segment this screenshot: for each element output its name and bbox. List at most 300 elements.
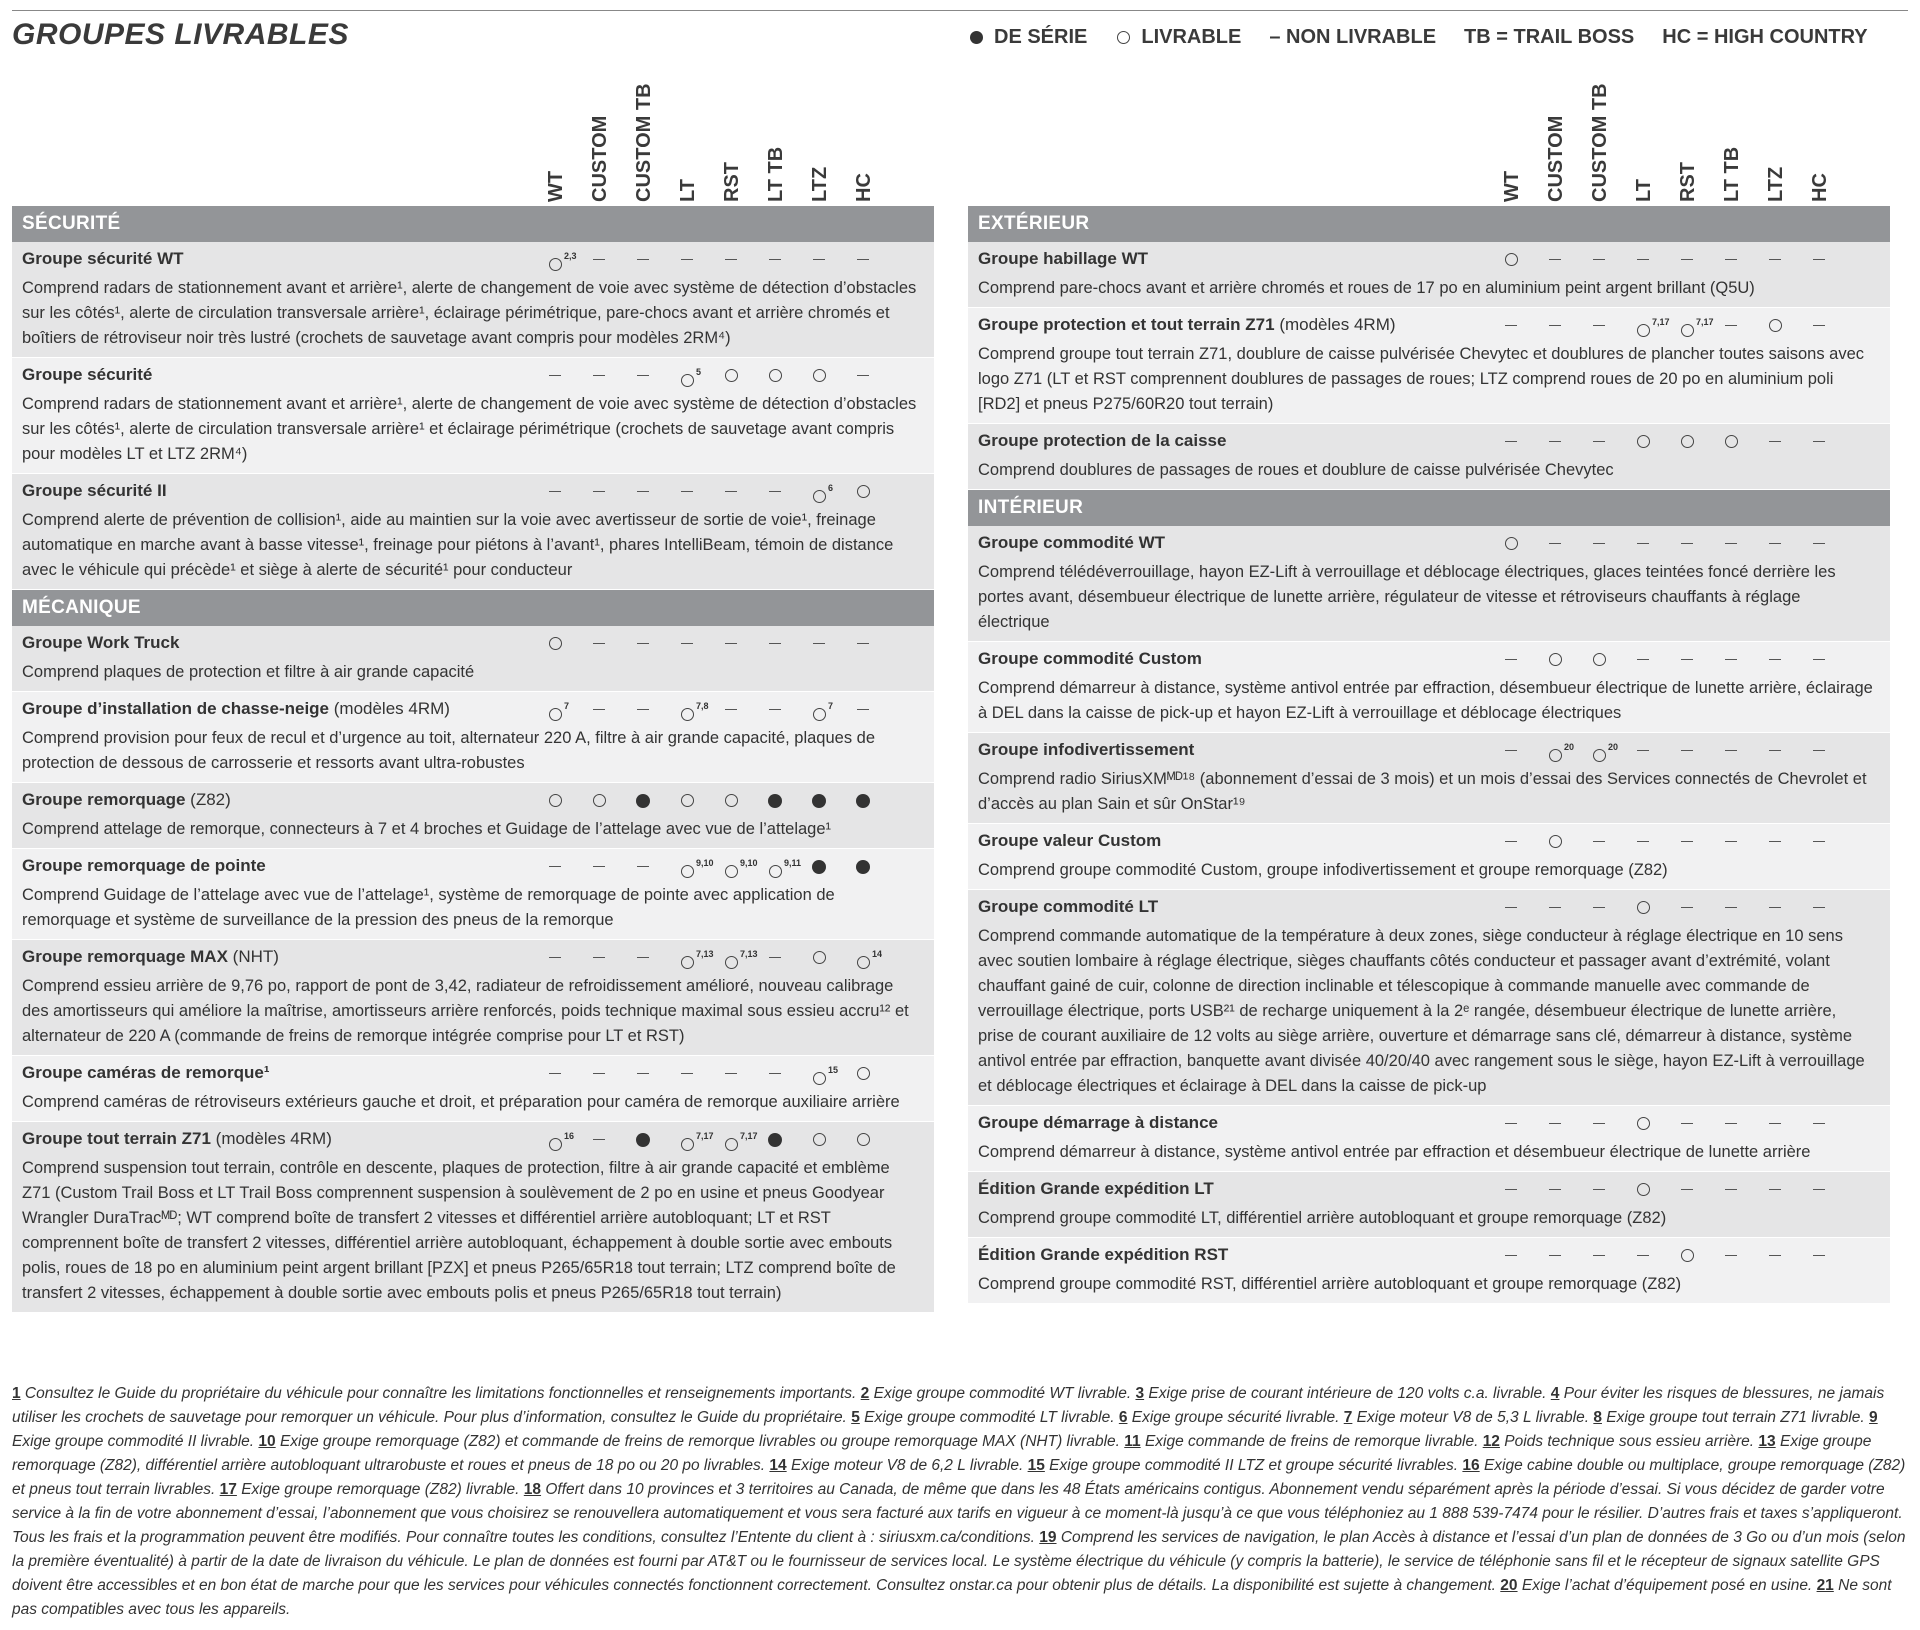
availability-cell (1546, 824, 1586, 858)
package-name: Groupe protection de la caisse (978, 431, 1227, 450)
package-name: Groupe remorquage (22, 790, 186, 809)
footnote (1124, 1433, 1482, 1450)
available-circle-icon (766, 854, 784, 888)
not-available-dash-icon (1810, 824, 1828, 858)
availability-cell (1590, 642, 1630, 676)
availability-cell (546, 849, 586, 883)
available-circle-icon (1546, 738, 1564, 772)
filled-dot-icon (968, 26, 984, 49)
available-circle-icon (810, 1061, 828, 1095)
column-header-label: LT (677, 179, 699, 202)
package-title (968, 308, 1890, 342)
availability-cell (1546, 890, 1586, 924)
not-available-dash-icon (1810, 1106, 1828, 1140)
not-available-dash-icon (1634, 642, 1652, 676)
package-title (12, 1122, 934, 1156)
not-available-dash-icon (634, 474, 652, 508)
column-header (633, 83, 658, 202)
availability-cell (722, 940, 762, 974)
footnote-number: 20 (1500, 1577, 1518, 1594)
legend-item (968, 26, 1087, 48)
availability-cell (766, 692, 806, 726)
availability-cell (1546, 526, 1586, 560)
footnote-ref: 7,17 (740, 1131, 758, 1141)
availability-cell (854, 940, 894, 974)
package-description: Comprend suspension tout terrain, contrôle en descente, plaques de protection, filtre à air grande capacité et emblème Z71 (Custom Trail Boss et LT Trail Boss comprennent suspension à soulèvement de 2 po en usine et pneus Goodyear Wrangler DuraTracᴹᴰ; WT comprend boîte de transfert 2 vitesses et différentiel arrière autobloquant; LT et RST comprennent boîte de transfert 2 vitesses, différentiel arrière autobloquant, échappement à double sortie avec embouts polis, roues de 18 po en aluminium peint argent brillant [PZX] et pneus P265/65R18 tout terrain; LTZ comprend boîte de transfert 2 vitesses, échappement à double sortie avec embouts polis et pneus P265/65R18 tout terrain) (22, 1159, 896, 1302)
availability-cell (722, 1122, 762, 1156)
available-circle-icon (854, 1122, 872, 1156)
legend-label: – NON LIVRABLE (1269, 26, 1437, 48)
package-title (12, 783, 934, 817)
legend-label: HC = HIGH COUNTRY (1662, 26, 1868, 48)
column-header-label: LTZ (1765, 166, 1787, 202)
package-name: Groupe démarrage à distance (978, 1113, 1218, 1132)
not-available-dash-icon (546, 940, 564, 974)
availability-cell (546, 783, 586, 817)
not-available-dash-icon (590, 626, 608, 660)
footnote-number: 13 (1758, 1433, 1776, 1450)
footnote-number: 17 (219, 1481, 237, 1498)
package-name: Groupe tout terrain Z71 (22, 1129, 211, 1148)
availability-cell (590, 242, 630, 276)
footnote-text: Exige commande de freins de remorque livrable. (1140, 1433, 1483, 1450)
package-description: Comprend pare-chocs avant et arrière chromés et roues de 17 po en aluminium peint argent brillant (Q5U) (978, 279, 1755, 297)
available-circle-icon (1722, 424, 1740, 458)
standard-dot-icon (854, 783, 872, 817)
not-available-dash-icon (590, 358, 608, 392)
footnote (1135, 1385, 1550, 1402)
footnote-text: Pour éviter les risques de blessures, ne jamais utiliser les crochets de sauvetage pour remorquer un véhicule. Pour plus d’information, consultez le Guide du propriétaire. (12, 1385, 1885, 1426)
column-header (546, 90, 570, 202)
not-available-dash-icon (810, 242, 828, 276)
column-header (1810, 90, 1834, 202)
availability-cell (590, 474, 630, 508)
availability-cell (678, 849, 718, 883)
not-available-dash-icon (1766, 242, 1784, 276)
package-row (12, 1056, 934, 1122)
availability-cell (1590, 308, 1630, 342)
not-available-dash-icon (1810, 733, 1828, 767)
available-circle-icon (810, 940, 828, 974)
availability-cell (634, 1056, 674, 1090)
package-description: Comprend groupe commodité Custom, groupe infodivertissement et groupe remorquage (Z82) (978, 861, 1668, 879)
not-available-dash-icon (678, 626, 696, 660)
not-available-dash-icon (722, 626, 740, 660)
not-available-dash-icon (722, 242, 740, 276)
column-header (810, 90, 834, 202)
availability-cell (1634, 642, 1674, 676)
package-name: Groupe infodivertissement (978, 740, 1195, 759)
footnote-ref: 7 (828, 701, 834, 711)
package-row (968, 1106, 1890, 1172)
availability-cell (1810, 1172, 1850, 1206)
package-name: Groupe commodité WT (978, 533, 1165, 552)
availability-cell (854, 1056, 894, 1090)
availability-cell (546, 242, 586, 276)
availability-cell (1766, 642, 1806, 676)
availability-cell (1810, 308, 1850, 342)
footnote-number: 3 (1135, 1385, 1145, 1402)
availability-cell (1634, 1238, 1674, 1272)
footnote (1483, 1433, 1759, 1450)
package-description: Comprend groupe tout terrain Z71, doublure de caisse pulvérisée Chevytec et doublures de plancher toutes saisons avec logo Z71 (LT et RST comprennent doublures de passages de roues; LTZ comprend roues de 20 po en aluminium poli [RD2] et pneus P275/60R20 tout terrain) (978, 345, 1865, 413)
availability-cell (1810, 1238, 1850, 1272)
not-available-dash-icon (1766, 642, 1784, 676)
not-available-dash-icon (590, 940, 608, 974)
availability-cell (722, 783, 762, 817)
footnote (1593, 1409, 1869, 1426)
footnote-text: Comprend les services de navigation, le plan Accès à distance et l’essai d’un plan de données de 3 Go ou d’un mois (selon la première éventualité) à partir de la date de livraison du véhicule. Le plan de données est fourni par AT&T ou le fournisseur de services local. Le système électrique du véhicule (y compris la batterie), le service de téléphonie sans fil et le récepteur de signaux satellite GPS doivent être accessibles et en bon état de marche pour que les services pour véhicules connectés fonctionnent correctement. Consultez onstar.ca pour obtenir plus de détails. La disponibilité est sujette à changement. (12, 1529, 1906, 1594)
not-available-dash-icon (1678, 242, 1696, 276)
package-title (968, 242, 1890, 276)
package-row (12, 358, 934, 474)
not-available-dash-icon (1546, 424, 1564, 458)
package-note: (modèles 4RM) (215, 1129, 332, 1148)
availability-cell (1766, 890, 1806, 924)
not-available-dash-icon (1634, 1238, 1652, 1272)
availability-cell (766, 783, 806, 817)
package-title (12, 474, 934, 508)
package-description: Comprend télédéverrouillage, hayon EZ-Lift à verrouillage et déblocage électriques, glaces teintées foncé derrière les portes avant, désembueur électrique de lunette arrière, régulateur de vitesse et rétroviseurs chauffants à réglage électrique (978, 563, 1836, 631)
not-available-dash-icon (1590, 242, 1608, 276)
package-row (968, 733, 1890, 824)
availability-cell (1722, 526, 1762, 560)
not-available-dash-icon (678, 474, 696, 508)
column-header-label: LT TB (1721, 146, 1743, 202)
not-available-dash-icon (546, 474, 564, 508)
not-available-dash-icon (1634, 824, 1652, 858)
availability-cell (1590, 733, 1630, 767)
not-available-dash-icon (1590, 1238, 1608, 1272)
not-available-dash-icon (1810, 1238, 1828, 1272)
availability-cell (1810, 424, 1850, 458)
not-available-dash-icon (766, 242, 784, 276)
not-available-dash-icon (1678, 824, 1696, 858)
footnote-number: 2 (860, 1385, 870, 1402)
column-headers-left (12, 83, 934, 202)
column-header-label: HC (853, 173, 875, 202)
package-name: Groupe sécurité II (22, 481, 167, 500)
not-available-dash-icon (1502, 1106, 1520, 1140)
package-row (12, 626, 934, 692)
availability-cell (1810, 1106, 1850, 1140)
availability-cell (810, 1056, 850, 1090)
available-circle-icon (1634, 424, 1652, 458)
package-row (968, 526, 1890, 642)
availability-cell (1678, 1238, 1718, 1272)
availability-cell (546, 474, 586, 508)
section-header: EXTÉRIEUR (968, 206, 1890, 242)
not-available-dash-icon (1546, 1238, 1564, 1272)
not-available-dash-icon (678, 242, 696, 276)
package-description: Comprend plaques de protection et filtre à air grande capacité (22, 663, 475, 681)
available-circle-icon (546, 1127, 564, 1161)
footnote-ref: 14 (872, 949, 883, 959)
availability-cell (546, 626, 586, 660)
availability-cell (634, 940, 674, 974)
availability-cell (810, 783, 850, 817)
footnote (12, 1385, 861, 1402)
not-available-dash-icon (1678, 642, 1696, 676)
package-description: Comprend essieu arrière de 9,76 po, rapport de pont de 3,42, radiateur de refroidissement amélioré, nouveau calibrage des amortisseurs qui améliore la maîtrise, amortisseurs arrière renforcés, poids technique maximal sous essieu accru¹² et alternateur de 220 A (commande de freins de remorque intégrée comprise pour LT et RST) (22, 977, 909, 1045)
footnote-ref: 7 (564, 701, 570, 711)
availability-cell (1810, 733, 1850, 767)
footnote-ref: 7,17 (696, 1131, 714, 1141)
not-available-dash-icon (1546, 1106, 1564, 1140)
available-circle-icon (810, 1122, 828, 1156)
column-header-label: LT TB (765, 146, 787, 202)
available-circle-icon (810, 479, 828, 513)
availability-cell (1766, 242, 1806, 276)
availability-cell (810, 940, 850, 974)
footnote (861, 1385, 1136, 1402)
footnote-text: Exige moteur V8 de 6,2 L livrable. (786, 1457, 1028, 1474)
not-available-dash-icon (590, 1122, 608, 1156)
column-header-label: CUSTOM (1545, 115, 1567, 202)
available-circle-icon (546, 247, 564, 281)
package-description: Comprend Guidage de l’attelage avec vue de l’attelage¹, système de remorquage de pointe avec application de remorquage et système de surveillance de la pression des pneus de la remorque (22, 886, 835, 929)
availability-cell (722, 849, 762, 883)
not-available-dash-icon (810, 626, 828, 660)
availability-cell (766, 940, 806, 974)
column-header-label: CUSTOM (589, 115, 611, 202)
package-name: Groupe caméras de remorque¹ (22, 1063, 270, 1082)
availability-cell (1722, 308, 1762, 342)
not-available-dash-icon (1502, 1172, 1520, 1206)
not-available-dash-icon (1722, 1172, 1740, 1206)
not-available-dash-icon (1810, 642, 1828, 676)
column-header (1634, 90, 1658, 202)
available-circle-icon (678, 854, 696, 888)
availability-cell (1722, 1238, 1762, 1272)
footnote-number: 5 (851, 1409, 860, 1426)
availability-cell (1678, 642, 1718, 676)
availability-cell (1502, 308, 1542, 342)
package-row (12, 1122, 934, 1313)
footnote-ref: 9,10 (740, 858, 758, 868)
not-available-dash-icon (1766, 424, 1784, 458)
package-name: Groupe habillage WT (978, 249, 1149, 268)
availability-cell (1546, 424, 1586, 458)
not-available-dash-icon (1590, 824, 1608, 858)
footnote (1028, 1457, 1463, 1474)
footnote-ref: 16 (564, 1131, 575, 1141)
availability-cell (1634, 733, 1674, 767)
availability-cell (1502, 1238, 1542, 1272)
availability-cell (766, 1122, 806, 1156)
package-row (968, 424, 1890, 490)
availability-cell (1502, 1172, 1542, 1206)
package-description: Comprend radars de stationnement avant et arrière¹, alerte de changement de voie avec système de détection d’obstacles sur les côtés¹, alerte de circulation transversale arrière¹ et éclairage périmétrique (crochets de sauvetage avant compris pour modèles LT et LTZ 2RM⁴) (22, 395, 917, 463)
availability-cell (678, 783, 718, 817)
not-available-dash-icon (1502, 733, 1520, 767)
availability-cell (766, 849, 806, 883)
availability-cell (634, 692, 674, 726)
availability-cell (1766, 1172, 1806, 1206)
footnote-number: 21 (1816, 1577, 1834, 1594)
not-available-dash-icon (722, 474, 740, 508)
not-available-dash-icon (722, 1056, 740, 1090)
top-divider (12, 10, 1908, 11)
not-available-dash-icon (1722, 1238, 1740, 1272)
package-row (968, 308, 1890, 424)
package-description: Comprend démarreur à distance, système antivol entrée par effraction, désembueur électrique de lunette arrière, éclairage à DEL dans la caisse de pick-up et hayon EZ-Lift à verrouillage et déblocage électriques (978, 679, 1873, 722)
package-name: Édition Grande expédition RST (978, 1245, 1229, 1264)
available-circle-icon (854, 474, 872, 508)
not-available-dash-icon (1502, 642, 1520, 676)
available-circle-icon (722, 358, 740, 392)
footnote-number: 11 (1124, 1433, 1141, 1450)
availability-cell (1502, 424, 1542, 458)
sections-left (12, 206, 934, 1313)
available-circle-icon (854, 945, 872, 979)
section-header: INTÉRIEUR (968, 490, 1890, 526)
footnote-text: Exige groupe commodité II livrable. (12, 1433, 259, 1450)
footnote-ref: 9,11 (784, 858, 802, 868)
not-available-dash-icon (634, 692, 652, 726)
footnote-number: 6 (1118, 1409, 1128, 1426)
package-description: Comprend radio SiriusXMᴹᴰ¹⁸ (abonnement d’essai de 3 mois) et un mois d’essai des Services connectés de Chevrolet et d’accès au plan Sain et sûr OnStar¹⁹ (978, 770, 1867, 813)
column-header (1546, 90, 1570, 202)
availability-cell (678, 940, 718, 974)
availability-cell (1634, 1106, 1674, 1140)
not-available-dash-icon (1546, 526, 1564, 560)
footnote-ref: 7,13 (740, 949, 758, 959)
availability-cell (722, 474, 762, 508)
package-row (12, 692, 934, 783)
package-title (968, 424, 1890, 458)
available-circle-icon (1502, 526, 1520, 560)
not-available-dash-icon (1590, 424, 1608, 458)
column-header-label: RST (721, 162, 743, 202)
available-circle-icon (1634, 1172, 1652, 1206)
not-available-dash-icon (1590, 1172, 1608, 1206)
footnote (851, 1409, 1119, 1426)
availability-cell (590, 783, 630, 817)
availability-cell (722, 242, 762, 276)
availability-cell (1678, 824, 1718, 858)
availability-cell (1722, 1106, 1762, 1140)
package-row (968, 1172, 1890, 1238)
availability-cell (1766, 526, 1806, 560)
package-row (968, 242, 1890, 308)
not-available-dash-icon (634, 626, 652, 660)
footnote-number: 8 (1593, 1409, 1602, 1426)
not-available-dash-icon (1546, 890, 1564, 924)
package-row (968, 824, 1890, 890)
not-available-dash-icon (766, 626, 784, 660)
availability-cell (1590, 890, 1630, 924)
footnote (258, 1433, 1124, 1450)
availability-cell (678, 1122, 718, 1156)
availability-cell (766, 358, 806, 392)
available-circle-icon (1678, 313, 1696, 347)
availability-cell (1766, 733, 1806, 767)
package-name: Groupe commodité LT (978, 897, 1159, 916)
not-available-dash-icon (634, 358, 652, 392)
column-header-label: CUSTOM TB (633, 83, 655, 202)
footnote-number: 14 (769, 1457, 787, 1474)
not-available-dash-icon (634, 940, 652, 974)
availability-cell (854, 849, 894, 883)
section-header: SÉCURITÉ (12, 206, 934, 242)
package-title (12, 940, 934, 974)
footnote-text: Exige groupe sécurité livrable. (1127, 1409, 1344, 1426)
package-title (968, 890, 1890, 924)
package-row (12, 474, 934, 590)
availability-cell (1502, 242, 1542, 276)
not-available-dash-icon (1722, 824, 1740, 858)
availability-cell (1766, 308, 1806, 342)
package-row (12, 242, 934, 358)
legend-item (1115, 26, 1241, 48)
footnote-text: Exige moteur V8 de 5,3 L livrable. (1352, 1409, 1594, 1426)
not-available-dash-icon (1546, 242, 1564, 276)
availability-cell (1546, 242, 1586, 276)
not-available-dash-icon (1810, 242, 1828, 276)
not-available-dash-icon (1590, 526, 1608, 560)
available-circle-icon (678, 697, 696, 731)
availability-cell (1590, 824, 1630, 858)
availability-cell (1590, 526, 1630, 560)
availability-cell (1810, 824, 1850, 858)
not-available-dash-icon (1722, 890, 1740, 924)
available-circle-icon (854, 1056, 872, 1090)
package-row (12, 940, 934, 1056)
package-name: Groupe remorquage MAX (22, 947, 228, 966)
package-name: Groupe Work Truck (22, 633, 180, 652)
available-circle-icon (1590, 642, 1608, 676)
column-header (1502, 90, 1526, 202)
not-available-dash-icon (1634, 526, 1652, 560)
footnote-text: Ne sont pas compatibles avec tous les appareils. (12, 1577, 1892, 1618)
availability-cell (1590, 1172, 1630, 1206)
availability-cell (634, 242, 674, 276)
legend (968, 26, 1896, 49)
not-available-dash-icon (1766, 1106, 1784, 1140)
footnote-text: Exige groupe remorquage (Z82), différentiel arrière autobloquant ultrarobuste et roues et pneus de 18 po ou 20 po livrables. (12, 1433, 1872, 1474)
availability-cell (1502, 890, 1542, 924)
not-available-dash-icon (1766, 1238, 1784, 1272)
availability-cell (854, 1122, 894, 1156)
not-available-dash-icon (854, 242, 872, 276)
availability-cell (634, 626, 674, 660)
footnote-text: Poids technique sous essieu arrière. (1499, 1433, 1759, 1450)
column-header-label: RST (1677, 162, 1699, 202)
not-available-dash-icon (1634, 242, 1652, 276)
not-available-dash-icon (634, 1056, 652, 1090)
footnote-number: 9 (1869, 1409, 1878, 1426)
footnote-ref: 7,13 (696, 949, 714, 959)
package-title (12, 1056, 934, 1090)
footnote-text: Exige groupe tout terrain Z71 livrable. (1601, 1409, 1870, 1426)
availability-cell (722, 358, 762, 392)
footnote-number: 12 (1482, 1433, 1500, 1450)
not-available-dash-icon (1766, 526, 1784, 560)
available-circle-icon (810, 358, 828, 392)
column-header (1678, 90, 1702, 202)
not-available-dash-icon (722, 692, 740, 726)
not-available-dash-icon (1810, 526, 1828, 560)
column-header-label: LT (1633, 179, 1655, 202)
package-title (968, 1172, 1890, 1206)
availability-cell (1722, 1172, 1762, 1206)
availability-cell (1590, 424, 1630, 458)
not-available-dash-icon (1678, 1172, 1696, 1206)
not-available-dash-icon (1810, 424, 1828, 458)
not-available-dash-icon (1722, 308, 1740, 342)
available-circle-icon (1678, 424, 1696, 458)
